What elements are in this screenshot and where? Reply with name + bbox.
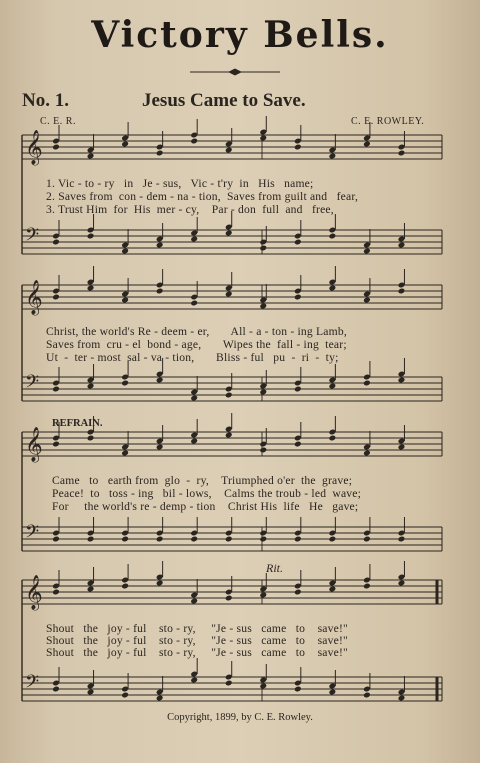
note-head xyxy=(225,291,233,298)
note-head xyxy=(329,586,337,593)
treble-clef-icon: 𝄞 xyxy=(25,427,43,462)
bass-clef-icon: 𝄢 xyxy=(25,225,40,250)
note-head xyxy=(225,230,233,237)
note-head xyxy=(225,595,233,602)
note-head xyxy=(329,383,337,390)
note-head xyxy=(398,288,406,295)
note-head xyxy=(259,135,267,142)
note-head xyxy=(52,239,60,246)
note-head xyxy=(121,141,129,148)
note-head xyxy=(363,450,371,457)
note-head xyxy=(259,389,267,396)
note-head xyxy=(190,300,198,307)
note-head xyxy=(398,377,406,384)
note-head xyxy=(52,686,60,693)
note-head xyxy=(52,386,60,393)
note-head xyxy=(87,153,95,160)
note-head xyxy=(329,153,337,160)
hymn-number: No. 1. xyxy=(22,90,69,111)
treble-clef-icon: 𝄞 xyxy=(25,130,43,165)
note-head xyxy=(156,444,164,451)
note-head xyxy=(259,536,267,543)
bass-clef-icon: 𝄢 xyxy=(25,372,40,397)
music-credit: C. E. ROWLEY. xyxy=(351,116,425,127)
lyric-line: Shout the joy - ful sto - ry, "Je - sus came to save!" xyxy=(46,646,348,659)
bass-clef-icon: 𝄢 xyxy=(25,672,40,697)
note-head xyxy=(363,692,371,699)
note-head xyxy=(329,536,337,543)
note-head xyxy=(190,677,198,684)
note-head xyxy=(363,536,371,543)
note-head xyxy=(259,447,267,454)
note-head xyxy=(190,598,198,605)
note-head xyxy=(190,236,198,243)
note-head xyxy=(52,536,60,543)
note-head xyxy=(294,386,302,393)
note-head xyxy=(87,586,95,593)
note-head xyxy=(398,695,406,702)
note-head xyxy=(190,138,198,145)
note-head xyxy=(363,297,371,304)
note-head xyxy=(329,285,337,292)
note-head xyxy=(259,303,267,310)
note-head xyxy=(121,583,129,590)
lyric-line: Came to earth from glo - ry, Triumphed o'er the grave; xyxy=(52,474,353,487)
note-head xyxy=(398,580,406,587)
hymn-title: Jesus Came to Save. xyxy=(142,90,306,111)
note-head xyxy=(294,294,302,301)
lyric-line: Ut - ter - most sal - va - tion, Bliss - ful pu - ri - ty; xyxy=(46,351,339,364)
note-head xyxy=(87,383,95,390)
words-credit: C. E. R. xyxy=(40,116,76,127)
note-head xyxy=(329,435,337,442)
rit-marking: Rit. xyxy=(266,561,283,575)
note-head xyxy=(52,441,60,448)
lyric-line: Christ, the world's Re - deem - er, All - a - ton - ing Lamb, xyxy=(46,325,347,338)
note-head xyxy=(294,144,302,151)
note-head xyxy=(190,438,198,445)
note-head xyxy=(294,441,302,448)
note-head xyxy=(121,380,129,387)
treble-clef-icon: 𝄞 xyxy=(25,280,43,315)
note-head xyxy=(259,592,267,599)
note-head xyxy=(190,536,198,543)
lyric-line: Shout the joy - ful sto - ry, "Je - sus came to save!" xyxy=(46,634,348,647)
note-head xyxy=(87,233,95,240)
note-head xyxy=(121,692,129,699)
note-head xyxy=(156,377,164,384)
note-head xyxy=(225,680,233,687)
note-head xyxy=(156,536,164,543)
note-head xyxy=(87,536,95,543)
note-head xyxy=(294,536,302,543)
note-head xyxy=(121,297,129,304)
note-head xyxy=(121,450,129,457)
note-head xyxy=(121,536,129,543)
note-head xyxy=(398,444,406,451)
note-head xyxy=(156,242,164,249)
lyric-line: 2. Saves from con - dem - na - tion, Saves from guilt and fear, xyxy=(46,190,359,203)
lyric-line: 1. Vic - to - ry in Je - sus, Vic - t'ry in His name; xyxy=(46,177,314,190)
note-head xyxy=(52,294,60,301)
note-head xyxy=(363,248,371,255)
note-head xyxy=(190,395,198,402)
note-head xyxy=(363,141,371,148)
note-head xyxy=(156,288,164,295)
note-head xyxy=(156,695,164,702)
note-head xyxy=(87,285,95,292)
note-head xyxy=(52,144,60,151)
note-head xyxy=(398,536,406,543)
note-head xyxy=(52,589,60,596)
note-head xyxy=(225,147,233,154)
note-head xyxy=(225,392,233,399)
note-head xyxy=(259,683,267,690)
book-title: Victory Bells. xyxy=(91,14,389,56)
lyric-line: Shout the joy - ful sto - ry, "Je - sus came to save!" xyxy=(46,622,348,635)
lyric-line: For the world's re - demp - tion Christ His life He gave; xyxy=(52,500,359,513)
note-head xyxy=(294,686,302,693)
note-head xyxy=(121,248,129,255)
note-head xyxy=(156,580,164,587)
treble-clef-icon: 𝄞 xyxy=(25,575,43,610)
note-head xyxy=(329,689,337,696)
note-head xyxy=(225,432,233,439)
note-head xyxy=(225,536,233,543)
note-head xyxy=(259,245,267,252)
lyric-line: 3. Trust Him for His mer - cy, Par - don full and free, xyxy=(46,203,334,216)
lyric-line: Saves from cru - el bond - age, Wipes the fall - ing tear; xyxy=(46,338,347,351)
note-head xyxy=(363,583,371,590)
lyric-line: Peace! to toss - ing bil - lows, Calms the troub - led wave; xyxy=(52,487,362,500)
refrain-marking: REFRAIN. xyxy=(52,418,103,429)
note-head xyxy=(87,435,95,442)
copyright-notice: Copyright, 1899, by C. E. Rowley. xyxy=(167,712,313,723)
note-head xyxy=(294,239,302,246)
bass-clef-icon: 𝄢 xyxy=(25,522,40,547)
note-head xyxy=(294,589,302,596)
note-head xyxy=(363,380,371,387)
note-head xyxy=(398,150,406,157)
note-head xyxy=(87,689,95,696)
note-head xyxy=(156,150,164,157)
note-head xyxy=(398,242,406,249)
note-head xyxy=(329,233,337,240)
